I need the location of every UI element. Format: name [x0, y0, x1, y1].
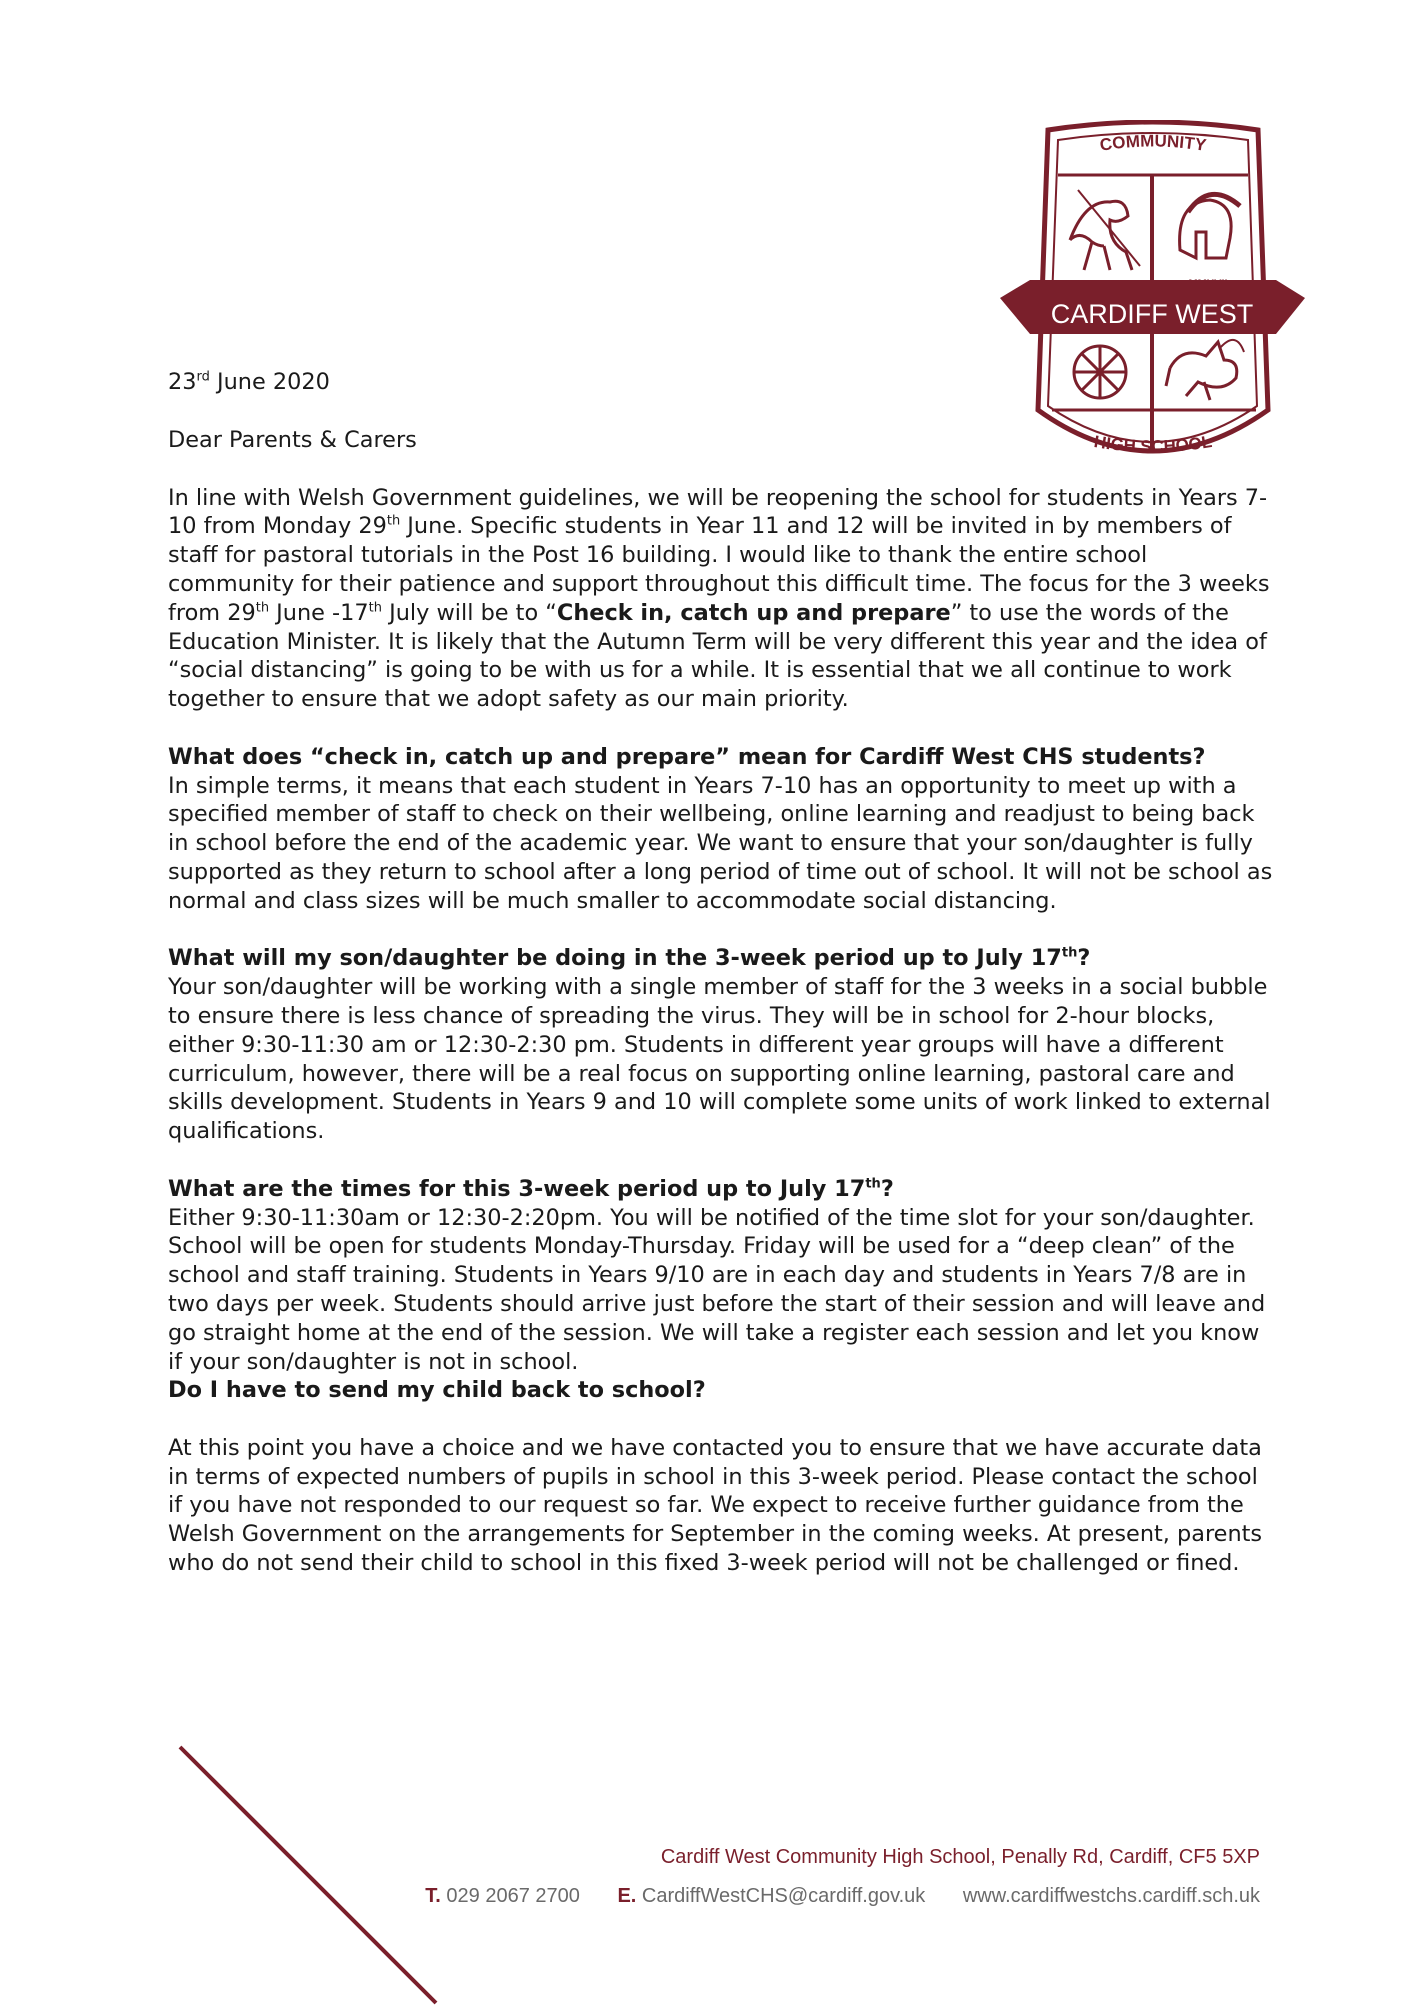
letter-greeting: Dear Parents & Carers	[168, 426, 417, 453]
decorative-diagonal-line	[178, 1745, 478, 2005]
section-heading-activities: What will my son/daughter be doing in the 3-week period up to July 17th?	[168, 945, 1091, 972]
section-heading-return: Do I have to send my child back to school?	[168, 1377, 706, 1404]
footer-address: Cardiff West Community High School, Penally Rd, Cardiff, CF5 5XP	[660, 1846, 1260, 1868]
return-paragraph: At this point you have a choice and we have contacted you to ensure that we have accurate data in terms of expected numbers of pupils in school in this 3-week period. Please contact the school if you have not responded to our request so far. We expect to receive further guidance from the Welsh Government on the arrangements for September in the coming weeks. At present, parents who do not send their child to school in this fixed 3-week period will not be challenged or fined.	[168, 1434, 1263, 1577]
spartan-helmet-icon	[1180, 194, 1240, 258]
horse-icon	[1070, 190, 1140, 270]
letter-body	[168, 368, 1278, 1578]
section-heading-check-in: What does “check in, catch up and prepare” mean for Cardiff West CHS students?	[168, 743, 1206, 770]
footer-contact	[425, 1885, 1260, 1908]
intro-paragraph: In line with Welsh Government guidelines, we will be reopening the school for students in Years 7-10 from Monday 29th June. Specific students in Year 11 and 12 will be invited in by members of staff for pastoral tutorials in the Post 16 building. I would like to thank the entire school community for their patience and support throughout this difficult time. The focus for the 3 weeks from 29th June -17th July will be to “Check in, catch up and prepare” to use the words of the Education Minister. It is likely that the Autumn Term will be very different this year and the idea of “social distancing” is going to be with us for a while. It is essential that we all continue to work together to ensure that we adopt safety as our main priority.	[168, 484, 1270, 713]
section-heading-times: What are the times for this 3-week period up to July 17th?	[168, 1175, 894, 1202]
crest-top-text: COMMUNITY	[1098, 131, 1208, 155]
crest-bottom-text: HIGH SCHOOL	[1092, 432, 1214, 457]
footer-email[interactable]: E. CardiffWestCHS@cardiff.gov.uk	[617, 1885, 926, 1907]
footer-website[interactable]: www.cardiffwestchs.cardiff.sch.uk	[962, 1885, 1260, 1907]
crest-banner-text: CARDIFF WEST	[1050, 299, 1254, 330]
letter-date: 23rd June 2020	[168, 369, 330, 395]
footer-phone: T. 029 2067 2700	[425, 1885, 580, 1907]
check-in-paragraph: In simple terms, it means that each student in Years 7-10 has an opportunity to meet up with a specified member of staff to check on their wellbeing, online learning and readjust to being back in school before the end of the academic year. We want to ensure that your son/daughter is fully supported as they return to school after a long period of time out of school. It will not be school as normal and class sizes will be much smaller to accommodate social distancing.	[168, 772, 1273, 914]
activities-paragraph: Your son/daughter will be working with a single member of staff for the 3 weeks in a social bubble to ensure there is less chance of spreading the virus. They will be in school for 2-hour blocks, either 9:30-11:30 am or 12:30-2:30 pm. Students in different year groups will have a different curriculum, however, there will be a real focus on supporting online learning, pastoral care and skills development. Students in Years 9 and 10 will complete some units of work linked to external qualifications.	[168, 974, 1271, 1145]
times-paragraph: Either 9:30-11:30am or 12:30-2:20pm. You will be notified of the time slot for your son/daughter. School will be open for students Monday-Thursday. Friday will be used for a “deep clean” of the school and staff training. Students in Years 9/10 are in each day and students in Years 7/8 are in two days per week. Students should arrive just before the start of their session and will leave and go straight home at the end of the session. We will take a register each session and let you know if your son/daughter is not in school.	[168, 1204, 1266, 1375]
